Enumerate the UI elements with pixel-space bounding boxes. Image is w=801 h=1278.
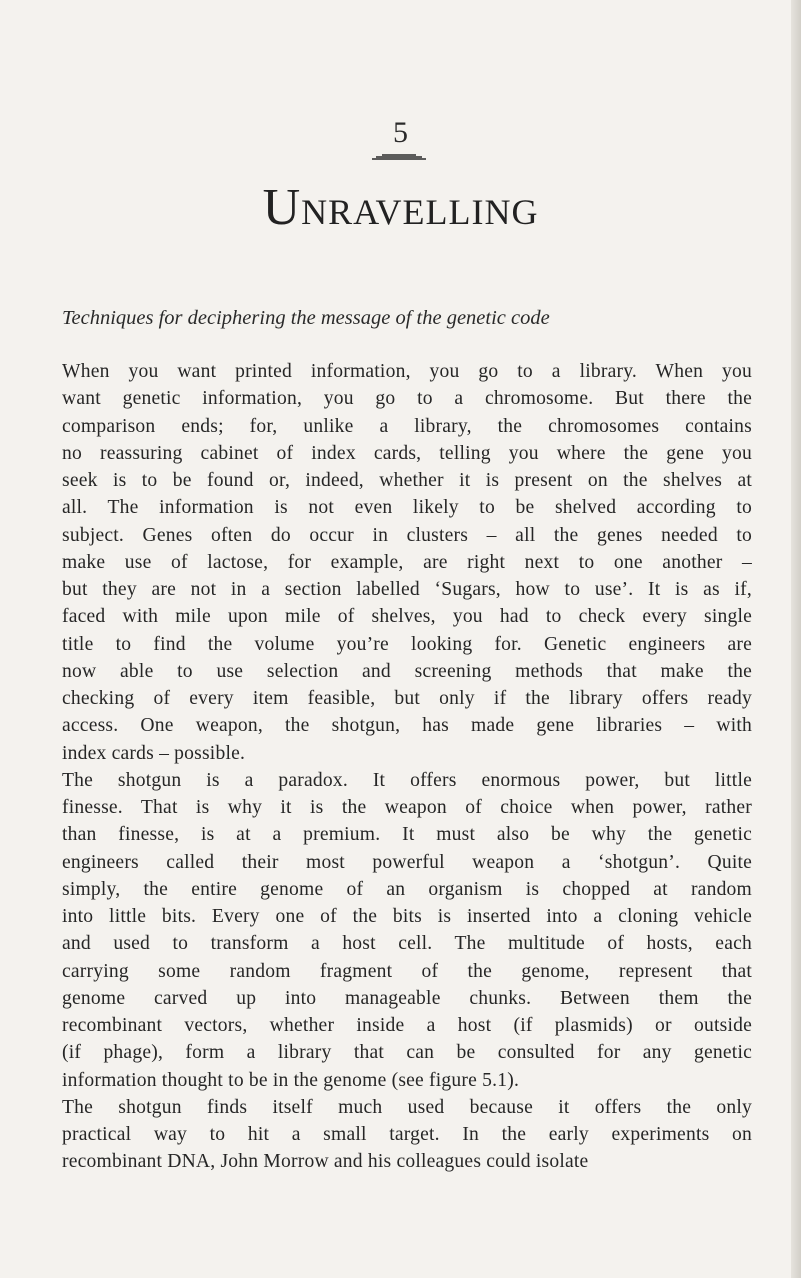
body-line: carrying some random fragment of the genome, represent that <box>62 960 752 982</box>
body-line: want genetic information, you go to a chromosome. But there the <box>62 388 752 410</box>
body-line: recombinant vectors, whether inside a host (if plasmids) or outside <box>62 1015 752 1036</box>
body-line: The shotgun finds itself much used because it offers the only <box>62 1096 752 1118</box>
body-line: make use of lactose, for example, are right next to one another – <box>62 551 752 573</box>
body-line: subject. Genes often do occur in clusters – all the genes needed to <box>62 524 752 546</box>
body-line: all. The information is not even likely to be shelved according to <box>62 497 752 519</box>
body-line: faced with mile upon mile of shelves, you had to check every single <box>62 606 752 628</box>
body-line: title to find the volume you’re looking for. Genetic engineers are <box>62 633 752 655</box>
body-line: seek is to be found or, indeed, whether it is present on the shelves at <box>62 470 752 491</box>
body-line: than finesse, is at a premium. It must also be why the genetic <box>62 824 752 846</box>
body-text <box>62 358 752 1176</box>
body-line: The shotgun is a paradox. It offers enormous power, but little <box>62 769 752 791</box>
chapter-ornament <box>372 154 426 160</box>
chapter-number: 5 <box>393 116 408 149</box>
body-line: information thought to be in the genome (see figure 5.1). <box>62 1069 520 1091</box>
body-line: (if phage), form a library that can be consulted for any genetic <box>62 1042 752 1064</box>
body-line: access. One weapon, the shotgun, has made gene libraries – with <box>62 715 752 737</box>
body-line: engineers called their most powerful weapon a ‘shotgun’. Quite <box>62 851 752 873</box>
body-line: no reassuring cabinet of index cards, telling you where the gene you <box>62 442 752 464</box>
body-line: comparison ends; for, unlike a library, the chromosomes contains <box>62 415 752 437</box>
body-line: now able to use selection and screening methods that make the <box>62 660 752 682</box>
body-line: index cards – possible. <box>62 742 246 764</box>
body-line: into little bits. Every one of the bits is inserted into a cloning vehicle <box>62 906 752 927</box>
body-line: finesse. That is why it is the weapon of choice when power, rather <box>62 797 752 818</box>
body-line: practical way to hit a small target. In the early experiments on <box>62 1124 752 1145</box>
chapter-title: Unravelling <box>262 179 539 236</box>
body-line: When you want printed information, you go to a library. When you <box>62 361 752 382</box>
body-line: checking of every item feasible, but only if the library offers ready <box>62 688 752 709</box>
body-line: genome carved up into manageable chunks. Between them the <box>62 987 752 1009</box>
chapter-subtitle: Techniques for deciphering the message of the genetic code <box>62 307 550 329</box>
body-line: recombinant DNA, John Morrow and his colleagues could isolate <box>62 1151 589 1173</box>
body-line: and used to transform a host cell. The multitude of hosts, each <box>62 933 752 955</box>
body-line: but they are not in a section labelled ‘Sugars, how to use’. It is as if, <box>62 579 752 600</box>
body-line: simply, the entire genome of an organism is chopped at random <box>62 878 752 900</box>
